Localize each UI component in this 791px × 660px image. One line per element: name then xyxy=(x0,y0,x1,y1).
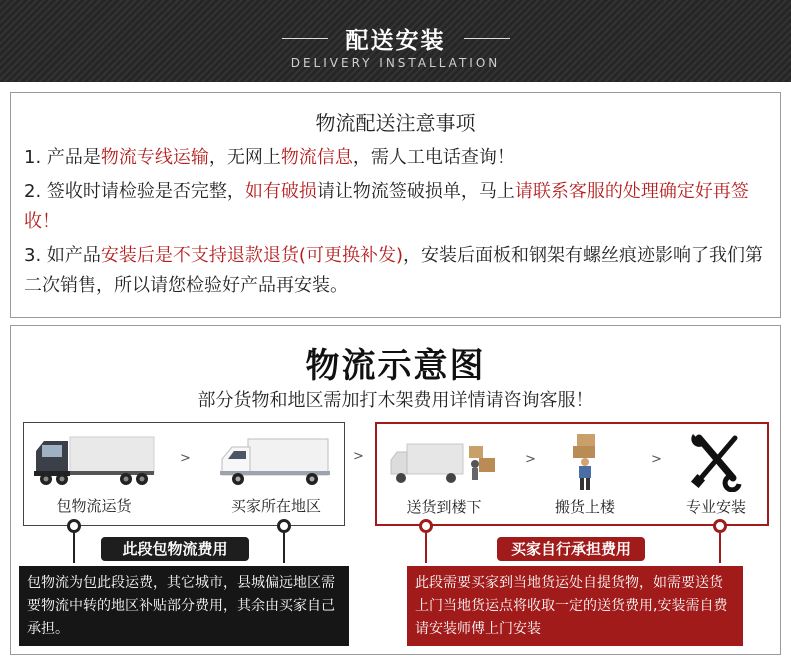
diagram-title: 物流示意图 xyxy=(305,346,486,386)
delivery-van-icon xyxy=(212,431,340,491)
flow-arrow: > xyxy=(651,452,662,467)
step-buyer-region xyxy=(212,431,340,515)
notice-highlight-text: 安装后是不支持退款退货(可更换补发) xyxy=(100,245,403,266)
notice-highlight-text: 物流信息 xyxy=(280,147,353,168)
notice-text: 产品是 xyxy=(46,147,101,168)
notice-text: ，需人工电话查询！ xyxy=(352,147,515,168)
buyer-paid-group xyxy=(375,422,769,526)
notice-item xyxy=(24,177,772,237)
notice-list xyxy=(24,143,772,305)
buyer-fee-note: 此段需要买家到当地货运处自提货物，如需要送货上门当地货运点将收取一定的送货费用,安装需自费请安装师傅上门安装 xyxy=(407,566,743,646)
prepaid-fee-note: 包物流为包此段运费，其它城市，县城偏远地区需要物流中转的地区补贴部分费用，其余由买家自己承担。 xyxy=(19,566,349,646)
connector-dot xyxy=(67,519,81,533)
flow-arrow: > xyxy=(180,451,191,466)
header-left-rule xyxy=(282,38,328,39)
step-logistics-shipping xyxy=(30,431,158,515)
semi-truck-icon xyxy=(30,431,158,491)
connector-line xyxy=(719,533,721,563)
logistics-diagram xyxy=(10,325,781,655)
step-label: 搬货上楼 xyxy=(554,498,615,516)
step-carry-upstairs xyxy=(535,432,635,516)
notice-highlight-text: 物流专线运输 xyxy=(100,147,209,168)
notice-item xyxy=(24,143,772,173)
header-title: 配送安装 xyxy=(345,27,446,54)
notice-item-number: 2. xyxy=(24,181,42,202)
notice-highlight-text: 如有破损 xyxy=(244,181,317,202)
header-subtitle: DELIVERY INSTALLATION xyxy=(290,56,501,70)
notice-highlight-text: 请联系客服的处理确定好再签收！ xyxy=(24,181,749,232)
notice-text: ，无网上 xyxy=(208,147,281,168)
header-title-row xyxy=(0,18,791,58)
flow-arrow: > xyxy=(525,452,536,467)
prepaid-fee-badge: 此段包物流费用 xyxy=(101,537,249,561)
notice-item-number: 1. xyxy=(24,147,42,168)
connector-line xyxy=(73,533,75,563)
connector-line xyxy=(425,533,427,563)
connector-dot xyxy=(419,519,433,533)
notice-text: 请让物流签破损单，马上 xyxy=(316,181,515,202)
flow-arrow: > xyxy=(353,449,364,464)
notice-item-number: 3. xyxy=(24,245,42,266)
notice-title: 物流配送注意事项 xyxy=(315,111,476,135)
header-banner xyxy=(0,0,791,82)
step-label: 包物流运货 xyxy=(56,497,132,515)
step-label: 买家所在地区 xyxy=(230,497,321,515)
connector-dot xyxy=(713,519,727,533)
prepaid-logistics-group xyxy=(23,422,345,526)
notice-text: ，安装后面板和钢架有螺丝痕迹影响了我们第二次销售，所以请您检验好产品再安装。 xyxy=(24,245,763,296)
header-right-rule xyxy=(464,38,510,39)
wrench-screwdriver-icon xyxy=(669,432,763,492)
step-deliver-downstairs xyxy=(385,432,503,516)
notice-item xyxy=(24,241,772,301)
step-label: 送货到楼下 xyxy=(406,498,482,516)
notice-box xyxy=(10,92,781,318)
buyer-fee-badge: 买家自行承担费用 xyxy=(497,537,645,561)
step-label: 专业安装 xyxy=(685,498,746,516)
truck-unloading-icon xyxy=(385,432,503,492)
step-professional-install xyxy=(669,432,763,516)
diagram-subtitle: 部分货物和地区需加打木架费用详情请咨询客服！ xyxy=(197,390,594,411)
porter-carrying-boxes-icon xyxy=(535,432,635,492)
notice-text: 签收时请检验是否完整， xyxy=(46,181,245,202)
connector-dot xyxy=(277,519,291,533)
connector-line xyxy=(283,533,285,563)
notice-text: 如产品 xyxy=(46,245,101,266)
